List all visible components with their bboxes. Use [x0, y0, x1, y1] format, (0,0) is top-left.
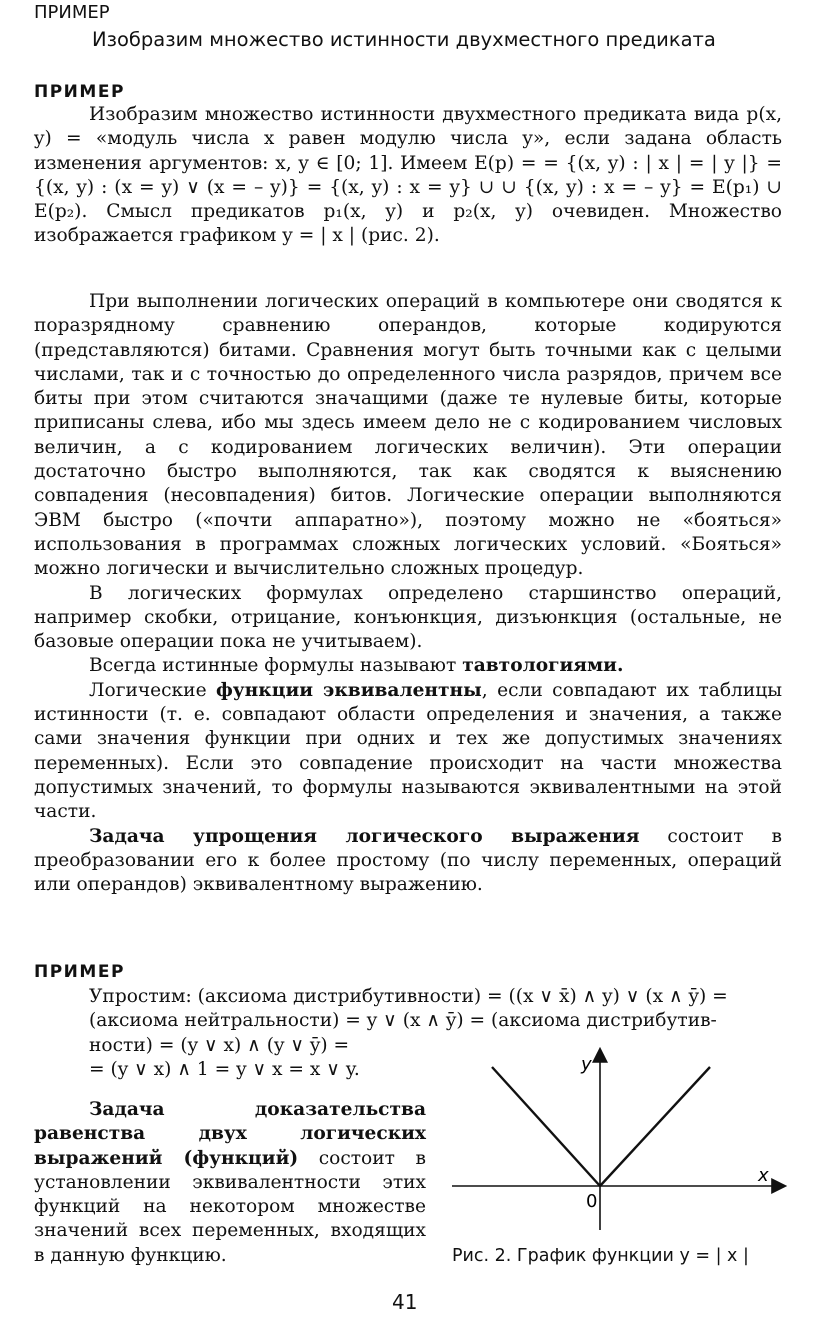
graph-left-branch	[492, 1067, 600, 1186]
paragraph-logical-operations: При выполнении логических операций в компьютере они сводятся к поразрядному сравнению операндов, которые кодируются (представляются) битами. Сравнения могут быть точными как с целыми числами, так и с точностью до определенного числа разрядов, причем все биты при этом считаются значащими (даже те нулевые биты, которые приписаны слева, ибо мы здесь имеем дело не с кодированием числовых величин, а с кодированием логических величин). Эти операции достаточно быстро выполняются, так как сводятся к выяснению совпадения (несовпадения) битов. Логические операции выполняются ЭВМ быстро («почти аппаратно»), поэтому можно не «бояться» использования в программах сложных логических условий. «Бояться» можно логически и вычислительно сложных процедур.	[34, 291, 782, 580]
equivalent-term: функции эквивалентны	[216, 679, 482, 701]
origin-label: 0	[586, 1191, 598, 1212]
tautology-term: тавтологиями.	[462, 655, 624, 677]
paragraph-equivalent-functions	[34, 679, 782, 825]
example-heading-2: ПРИМЕР	[34, 962, 125, 982]
paragraph-operator-precedence: В логических формулах определено старшинство операций, например скобки, отрицание, конъюнкция, дизъюнкция (остальные, не базовые операции пока не учитываем).	[34, 582, 782, 653]
simplification-rest: состоит в преобразовании его к более простому (по числу переменных, операций или операндов) эквивалентному выражению.	[34, 825, 782, 896]
proof-task-rest: состоит в установлении эквивалентности этих функций на некотором множестве значений всех переменных, входящих в данную функцию.	[34, 1147, 426, 1266]
example-2-line-3: ности) = (y ∨ x) ∧ (y ∨ ȳ) =	[89, 1034, 350, 1056]
equivalent-rest: , если совпадают их таблицы истинности (т. е. совпадают области определения и значения, а также сами значения функции при одних и тех же допустимых значениях переменных). Если это совпадение происходит на части множества допустимых значений, то формулы называются эквивалентными на этой части.	[34, 679, 782, 823]
example-1-paragraph: Изобразим множество истинности двухместного предиката вида p(x, y) = «модуль числа x равен модулю числа y», если задана область изменения аргументов: x, y ∈ [0; 1]. Имеем E(p) = = {(x, y) : | x | = | y |} = {(x, y) : (x = y) ∨ (x = – y)} = {(x, y) : x = y} ∪ ∪ {(x, y) : x = – y} = E(p₁) ∪ E(p₂). Смысл предикатов p₁(x, y) и p₂(x, y) очевиден. Множество изображается графиком y = | x | (рис. 2).	[34, 104, 782, 247]
top-label: ПРИМЕР	[34, 2, 110, 23]
example-1-text-block	[34, 103, 782, 249]
simplification-term: Задача упрощения логического выражения	[89, 825, 640, 847]
figure-caption: Рис. 2. График функции y = | x |	[452, 1246, 749, 1266]
example-2-line-1: Упростим: (аксиома дистрибутивности) = ((x ∨ x̄) ∧ y) ∨ (x ∧ ȳ) =	[89, 986, 728, 1007]
example-2-line-4: = (y ∨ x) ∧ 1 = y ∨ x = x ∨ y.	[89, 1058, 360, 1080]
example-heading-1: ПРИМЕР	[34, 82, 125, 102]
tautology-prefix: Всегда истинные формулы называют	[89, 655, 463, 677]
equivalent-prefix: Логические	[89, 679, 217, 701]
body-text-block	[34, 290, 782, 897]
paragraph-simplification-task	[34, 825, 782, 898]
x-axis-label: x	[758, 1165, 769, 1186]
paragraph-proof-task	[34, 1098, 426, 1268]
y-axis-label: y	[581, 1054, 592, 1075]
example-2-line-2: (аксиома нейтральности) = y ∨ (x ∧ ȳ) = (аксиома дистрибутив-	[89, 1010, 717, 1032]
page-number: 41	[392, 1290, 418, 1314]
task-proof-block	[34, 1098, 426, 1268]
top-subtitle: Изобразим множество истинности двухместного предиката	[92, 28, 716, 51]
graph-right-branch	[600, 1067, 710, 1186]
proof-task-term: Задача доказательства равенства двух логических выражений (функций)	[34, 1099, 426, 1169]
paragraph-tautologies	[34, 654, 782, 678]
